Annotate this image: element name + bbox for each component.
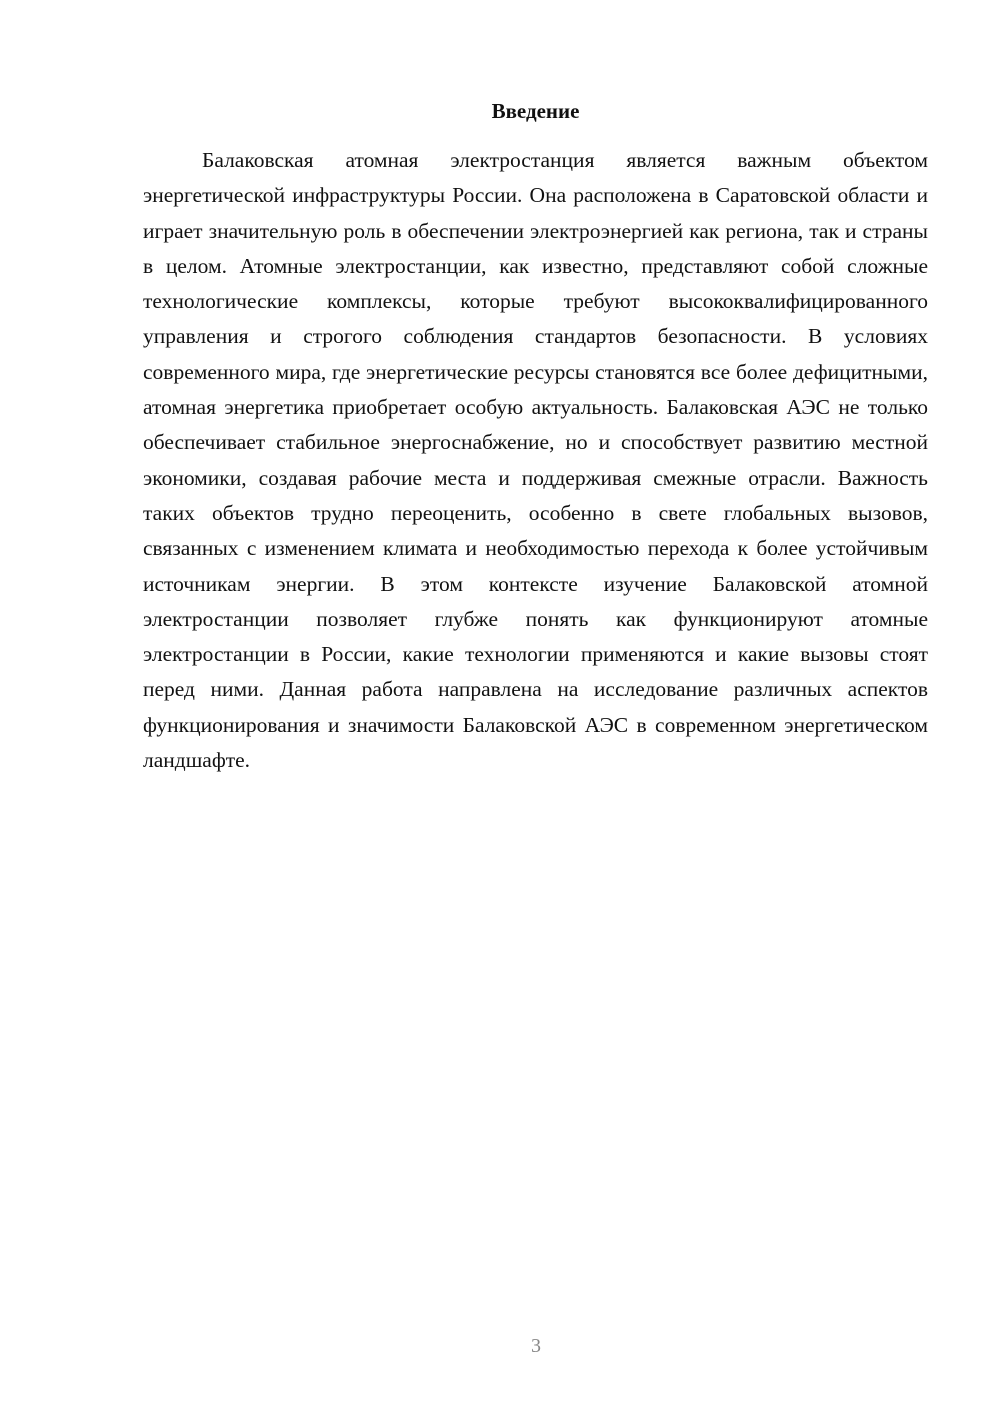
body-paragraph: Балаковская атомная электростанция является важным объектом энергетической инфраструктуры России. Она расположена в Саратовской области и играет значительную роль в обеспечении электроэнергией как региона, так и страны в целом. Атомные электростанции, как известно, представляют собой сложные технологические комплексы, которые требуют высококвалифицированного управления и строгого соблюдения стандартов безопасности. В условиях современного мира, где энергетические ресурсы становятся все более дефицитными, атомная энергетика приобретает особую актуальность. Балаковская АЭС не только обеспечивает стабильное энергоснабжение, но и способствует развитию местной экономики, создавая рабочие места и поддерживая смежные отрасли. Важность таких объектов трудно переоценить, особенно в свете глобальных вызовов, связанных с изменением климата и необходимостью перехода к более устойчивым источникам энергии. В этом контексте изучение Балаковской атомной электростанции позволяет глубже понять как функционируют атомные электростанции в России, какие технологии применяются и какие вызовы стоят перед ними. Данная работа направлена на исследование различных аспектов функционирования и значимости Балаковской АЭС в современном энергетическом ландшафте. xyxy=(143,148,928,773)
page-number: 3 xyxy=(531,1335,541,1357)
page-title: Введение xyxy=(491,99,580,123)
